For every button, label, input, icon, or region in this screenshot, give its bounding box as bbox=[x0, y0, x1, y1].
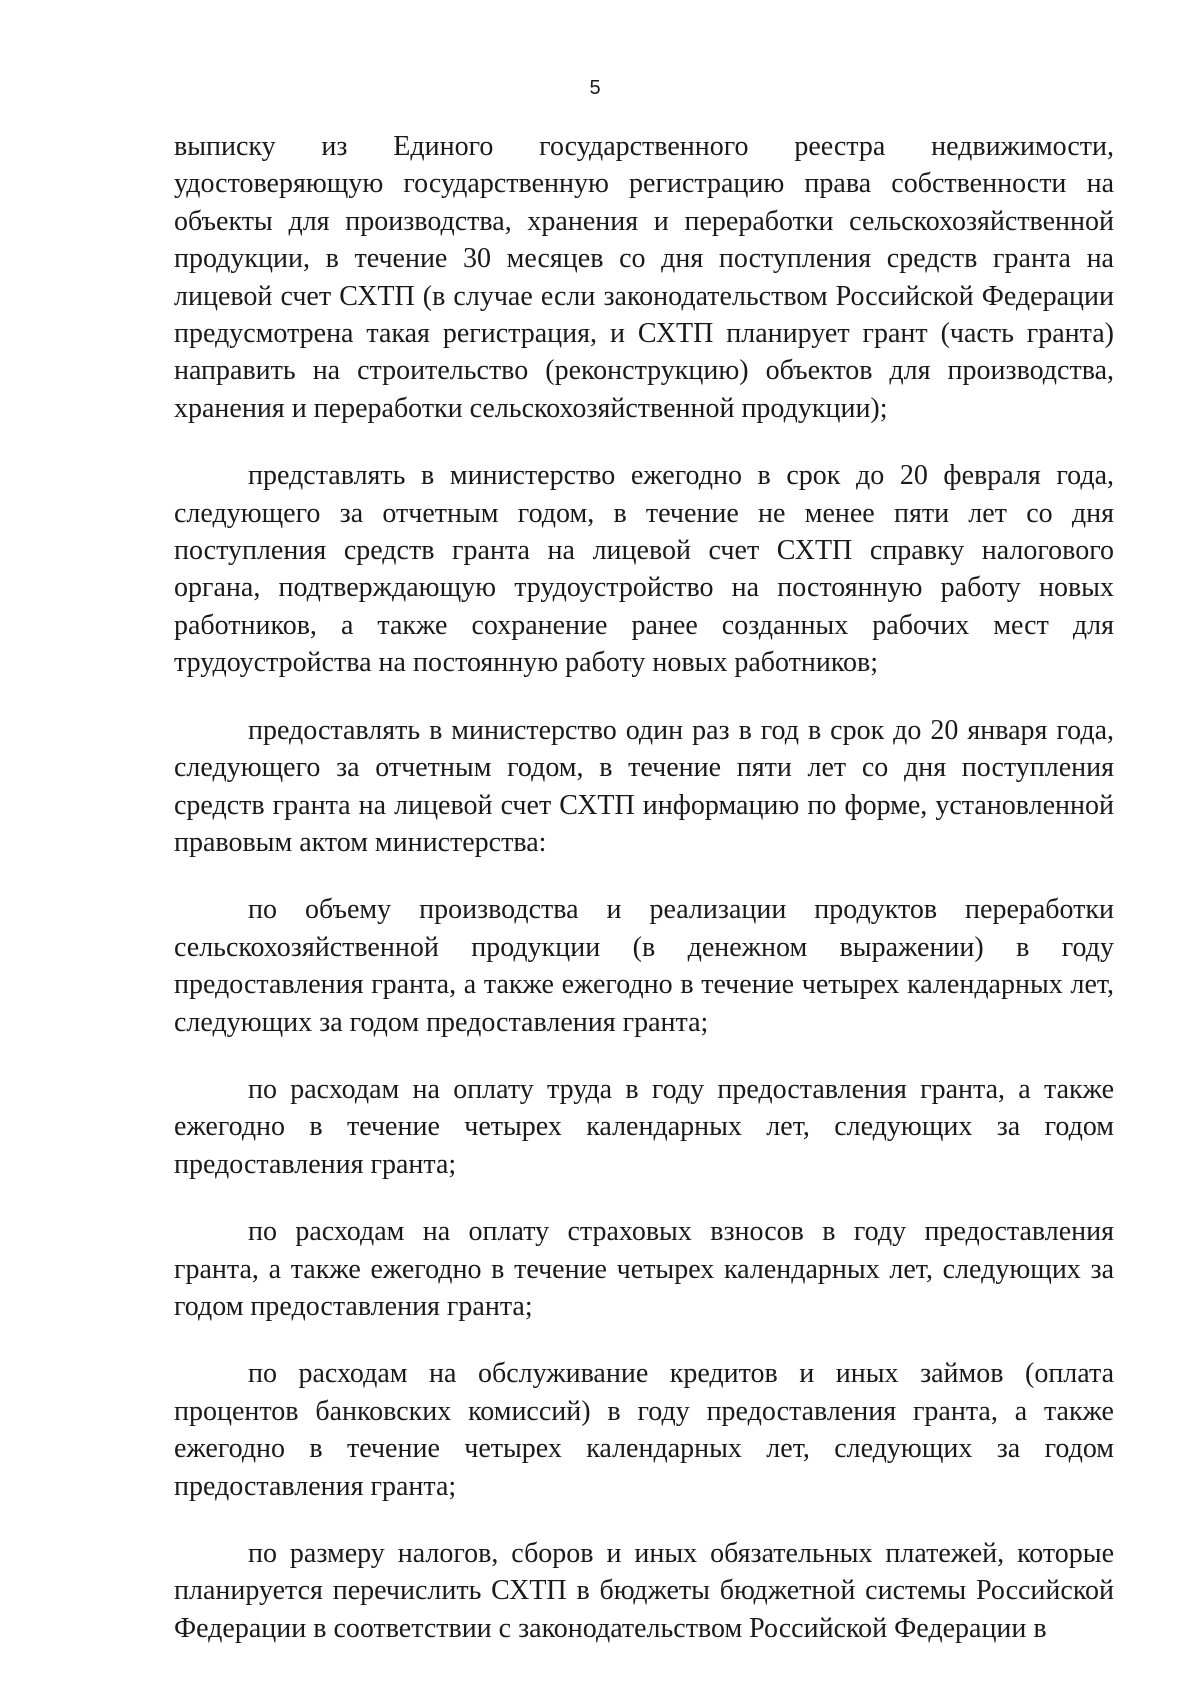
paragraph-production-volume: по объему производства и реализации продуктов переработки сельскохозяйственной продукции (в денежном выражении) в году предоставления гранта, а также ежегодно в течение четырех календарных лет, следующих за годом предоставления гранта; bbox=[174, 894, 1114, 1038]
paragraph-tax-certificate: представлять в министерство ежегодно в срок до 20 февраля года, следующего за отчетным годом, в течение не менее пяти лет со дня поступления средств гранта на лицевой счет СХТП справку налогового органа, подтверждающую трудоустройство на постоянную работу новых работников, а также сохранение ранее созданных рабочих мест для трудоустройства на постоянную работу новых работников; bbox=[174, 460, 1114, 679]
paragraph-labor-costs: по расходам на оплату труда в году предоставления гранта, а также ежегодно в течение четырех календарных лет, следующих за годом предоставления гранта; bbox=[174, 1073, 1114, 1180]
paragraph-registry-extract: выписку из Единого государственного реестра недвижимости, удостоверяющую государственную регистрацию права собственности на объекты для производства, хранения и переработки сельскохозяйственной продукции, в течение 30 месяцев со дня поступления средств гранта на лицевой счет СХТП (в случае если законодательством Российской Федерации предусмотрена такая регистрация, и СХТП планирует грант (часть гранта) направить на строительство (реконструкцию) объектов для производства, хранения и переработки сельскохозяйственной продукции); bbox=[174, 131, 1114, 424]
paragraph-annual-information: предоставлять в министерство один раз в год в срок до 20 января года, следующего за отчетным годом, в течение пяти лет со дня поступления средств гранта на лицевой счет СХТП информацию по форме, установленной правовым актом министерства: bbox=[174, 714, 1114, 858]
paragraph-loan-servicing: по расходам на обслуживание кредитов и иных займов (оплата процентов банковских комиссий) в году предоставления гранта, а также ежегодно в течение четырех календарных лет, следующих за годом предоставления гранта; bbox=[174, 1358, 1114, 1502]
page-number: 5 bbox=[589, 77, 601, 99]
paragraph-insurance-contributions: по расходам на оплату страховых взносов в году предоставления гранта, а также ежегодно в течение четырех календарных лет, следующих за годом предоставления гранта; bbox=[174, 1216, 1114, 1322]
document-body bbox=[174, 128, 1114, 1677]
paragraph-taxes-and-fees: по размеру налогов, сборов и иных обязательных платежей, которые планируется перечислить СХТП в бюджеты бюджетной системы Российской Федерации в соответствии с законодательством Российской Федерации в bbox=[174, 1538, 1114, 1644]
